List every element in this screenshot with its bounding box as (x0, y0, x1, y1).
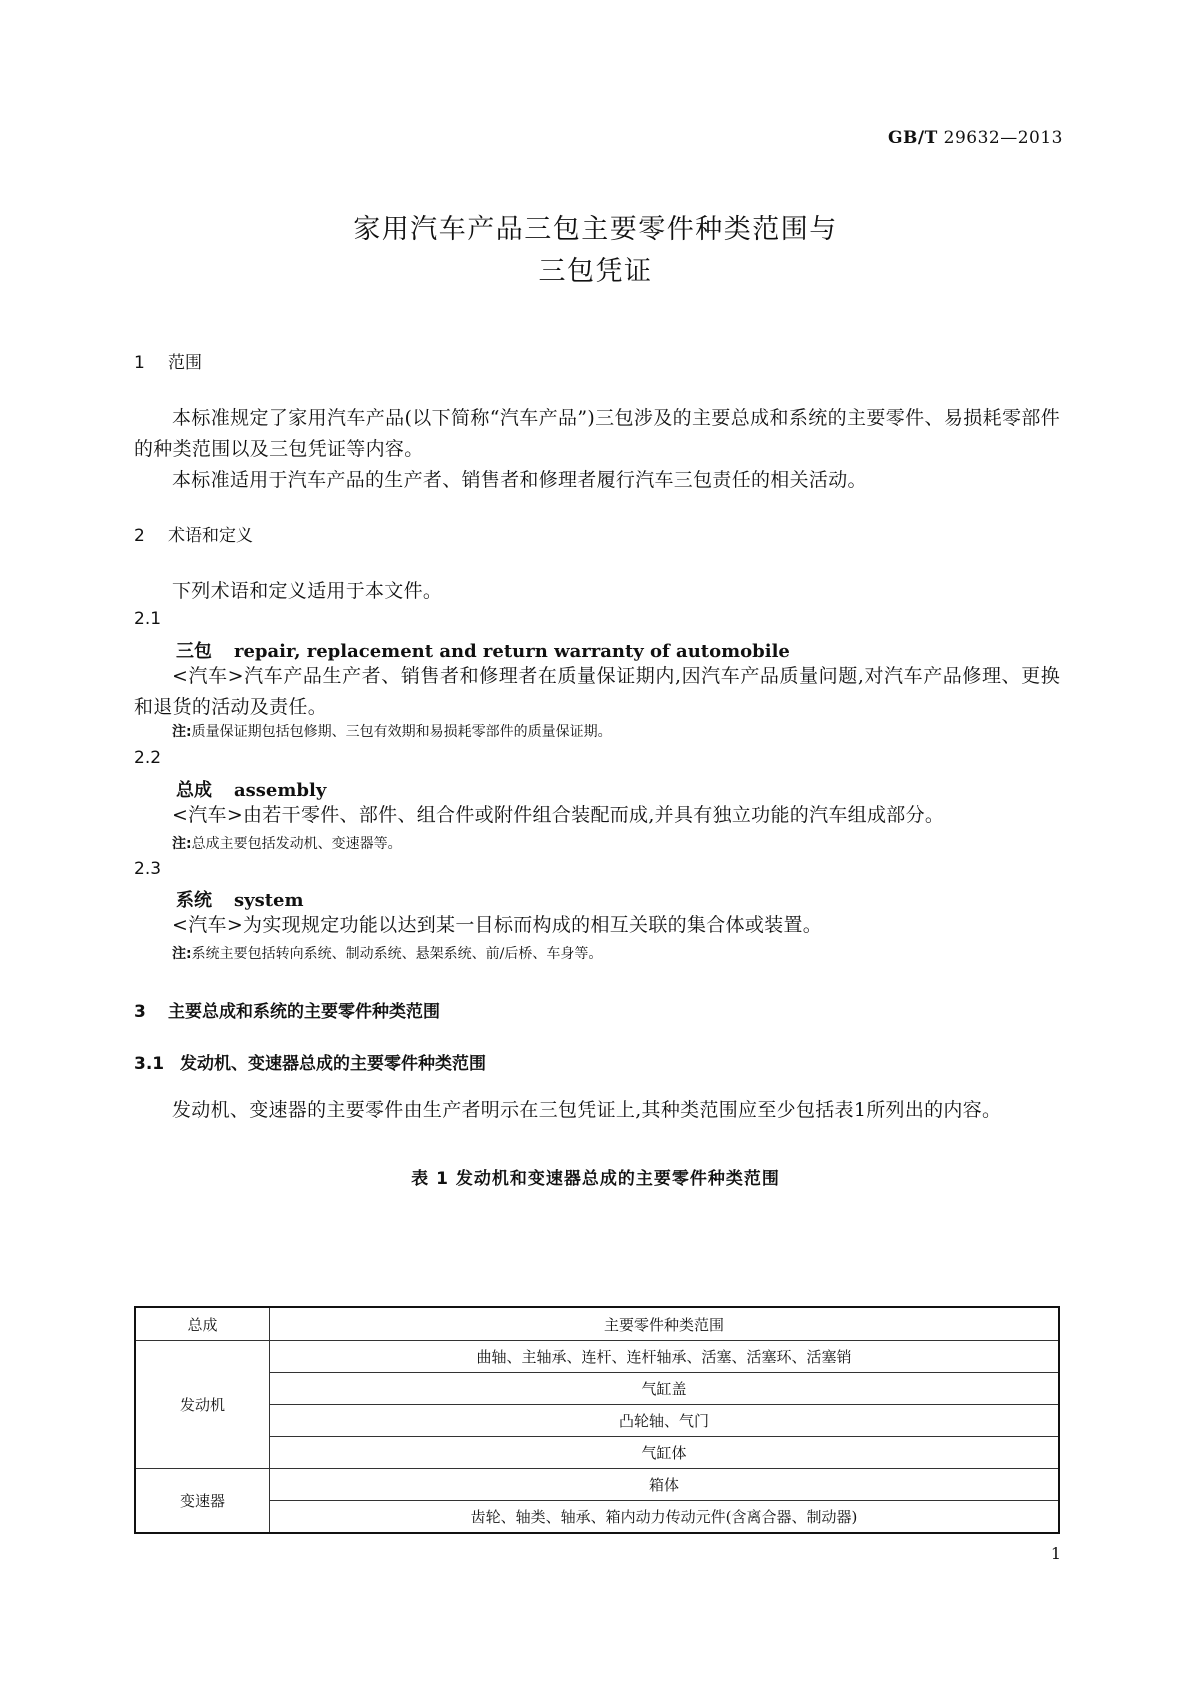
table-row (135, 1373, 1059, 1405)
subsection-number: 3.1 (134, 1054, 165, 1074)
section-title: 主要总成和系统的主要零件种类范围 (168, 1002, 440, 1022)
note-label: 注: (172, 946, 192, 962)
term-english: assembly (234, 780, 327, 801)
assembly-cell: 变速器 (135, 1469, 270, 1534)
note-label: 注: (172, 836, 192, 852)
table-row (135, 1405, 1059, 1437)
page-number: 1 (1050, 1544, 1061, 1563)
assembly-cell: 发动机 (135, 1341, 270, 1469)
term-note (172, 721, 612, 741)
note-text: 总成主要包括发动机、变速器等。 (191, 836, 402, 852)
table-row (135, 1501, 1059, 1534)
parts-cell: 凸轮轴、气门 (270, 1405, 1060, 1437)
parts-cell: 箱体 (270, 1469, 1060, 1501)
term-definition: <汽车>汽车产品生产者、销售者和修理者在质量保证期内,因汽车产品质量问题,对汽车产品修理、更换和退货的活动及责任。 (134, 665, 1060, 718)
document-title-line2: 三包凭证 (538, 256, 653, 287)
note-label: 注: (172, 724, 192, 740)
section-2-intro: 下列术语和定义适用于本文件。 (172, 580, 443, 602)
subsection-3-1-heading (134, 1049, 486, 1074)
term-definition: <汽车>为实现规定功能以达到某一目标而构成的相互关联的集合体或装置。 (172, 914, 823, 936)
term-chinese: 系统 (176, 890, 212, 911)
section-title: 术语和定义 (168, 526, 253, 546)
term-chinese: 总成 (176, 780, 212, 801)
note-text: 质量保证期包括包修期、三包有效期和易损耗零部件的质量保证期。 (191, 724, 612, 740)
parts-cell: 曲轴、主轴承、连杆、连杆轴承、活塞、活塞环、活塞销 (270, 1341, 1060, 1373)
term-english: system (234, 890, 304, 911)
table-row (135, 1469, 1059, 1501)
term-number: 2.1 (134, 609, 162, 629)
section-1-paragraph-1: 本标准规定了家用汽车产品(以下简称“汽车产品”)三包涉及的主要总成和系统的主要零件、易损耗零部件的种类范围以及三包凭证等内容。 (134, 407, 1060, 460)
section-3-heading (134, 997, 440, 1022)
term-heading (176, 776, 326, 802)
document-title-line1: 家用汽车产品三包主要零件种类范围与 (353, 214, 838, 245)
term-heading (176, 886, 304, 912)
table-header-cell: 总成 (135, 1307, 270, 1341)
section-1-heading (134, 348, 202, 373)
section-number: 2 (134, 526, 145, 546)
standard-prefix: GB/T (888, 128, 938, 148)
table-header-cell: 主要零件种类范围 (270, 1307, 1060, 1341)
term-definition: <汽车>由若干零件、部件、组合件或附件组合装配而成,并具有独立功能的汽车组成部分。 (172, 804, 945, 826)
section-number: 3 (134, 1002, 146, 1022)
term-number: 2.3 (134, 859, 162, 879)
section-3-paragraph: 发动机、变速器的主要零件由生产者明示在三包凭证上,其种类范围应至少包括表1所列出的内容。 (172, 1099, 1002, 1121)
term-heading (176, 637, 790, 663)
parts-cell: 气缸盖 (270, 1373, 1060, 1405)
note-text: 系统主要包括转向系统、制动系统、悬架系统、前/后桥、车身等。 (191, 946, 603, 962)
section-1-paragraph-2: 本标准适用于汽车产品的生产者、销售者和修理者履行汽车三包责任的相关活动。 (172, 469, 867, 491)
term-note (172, 833, 402, 853)
parts-cell: 齿轮、轴类、轴承、箱内动力传动元件(含离合器、制动器) (270, 1501, 1060, 1534)
table-row (135, 1437, 1059, 1469)
parts-table (134, 1306, 1060, 1534)
section-number: 1 (134, 353, 145, 373)
term-chinese: 三包 (176, 641, 212, 662)
section-2-heading (134, 521, 253, 546)
table-row (135, 1341, 1059, 1373)
section-title: 范围 (168, 353, 202, 373)
table-caption: 表 1 发动机和变速器总成的主要零件种类范围 (411, 1169, 780, 1189)
parts-cell: 气缸体 (270, 1437, 1060, 1469)
standard-number (888, 128, 1063, 148)
subsection-title: 发动机、变速器总成的主要零件种类范围 (180, 1054, 486, 1074)
term-number: 2.2 (134, 748, 162, 768)
standard-code: 29632—2013 (943, 128, 1063, 148)
term-english: repair, replacement and return warranty of automobile (234, 641, 790, 662)
term-note (172, 943, 602, 963)
